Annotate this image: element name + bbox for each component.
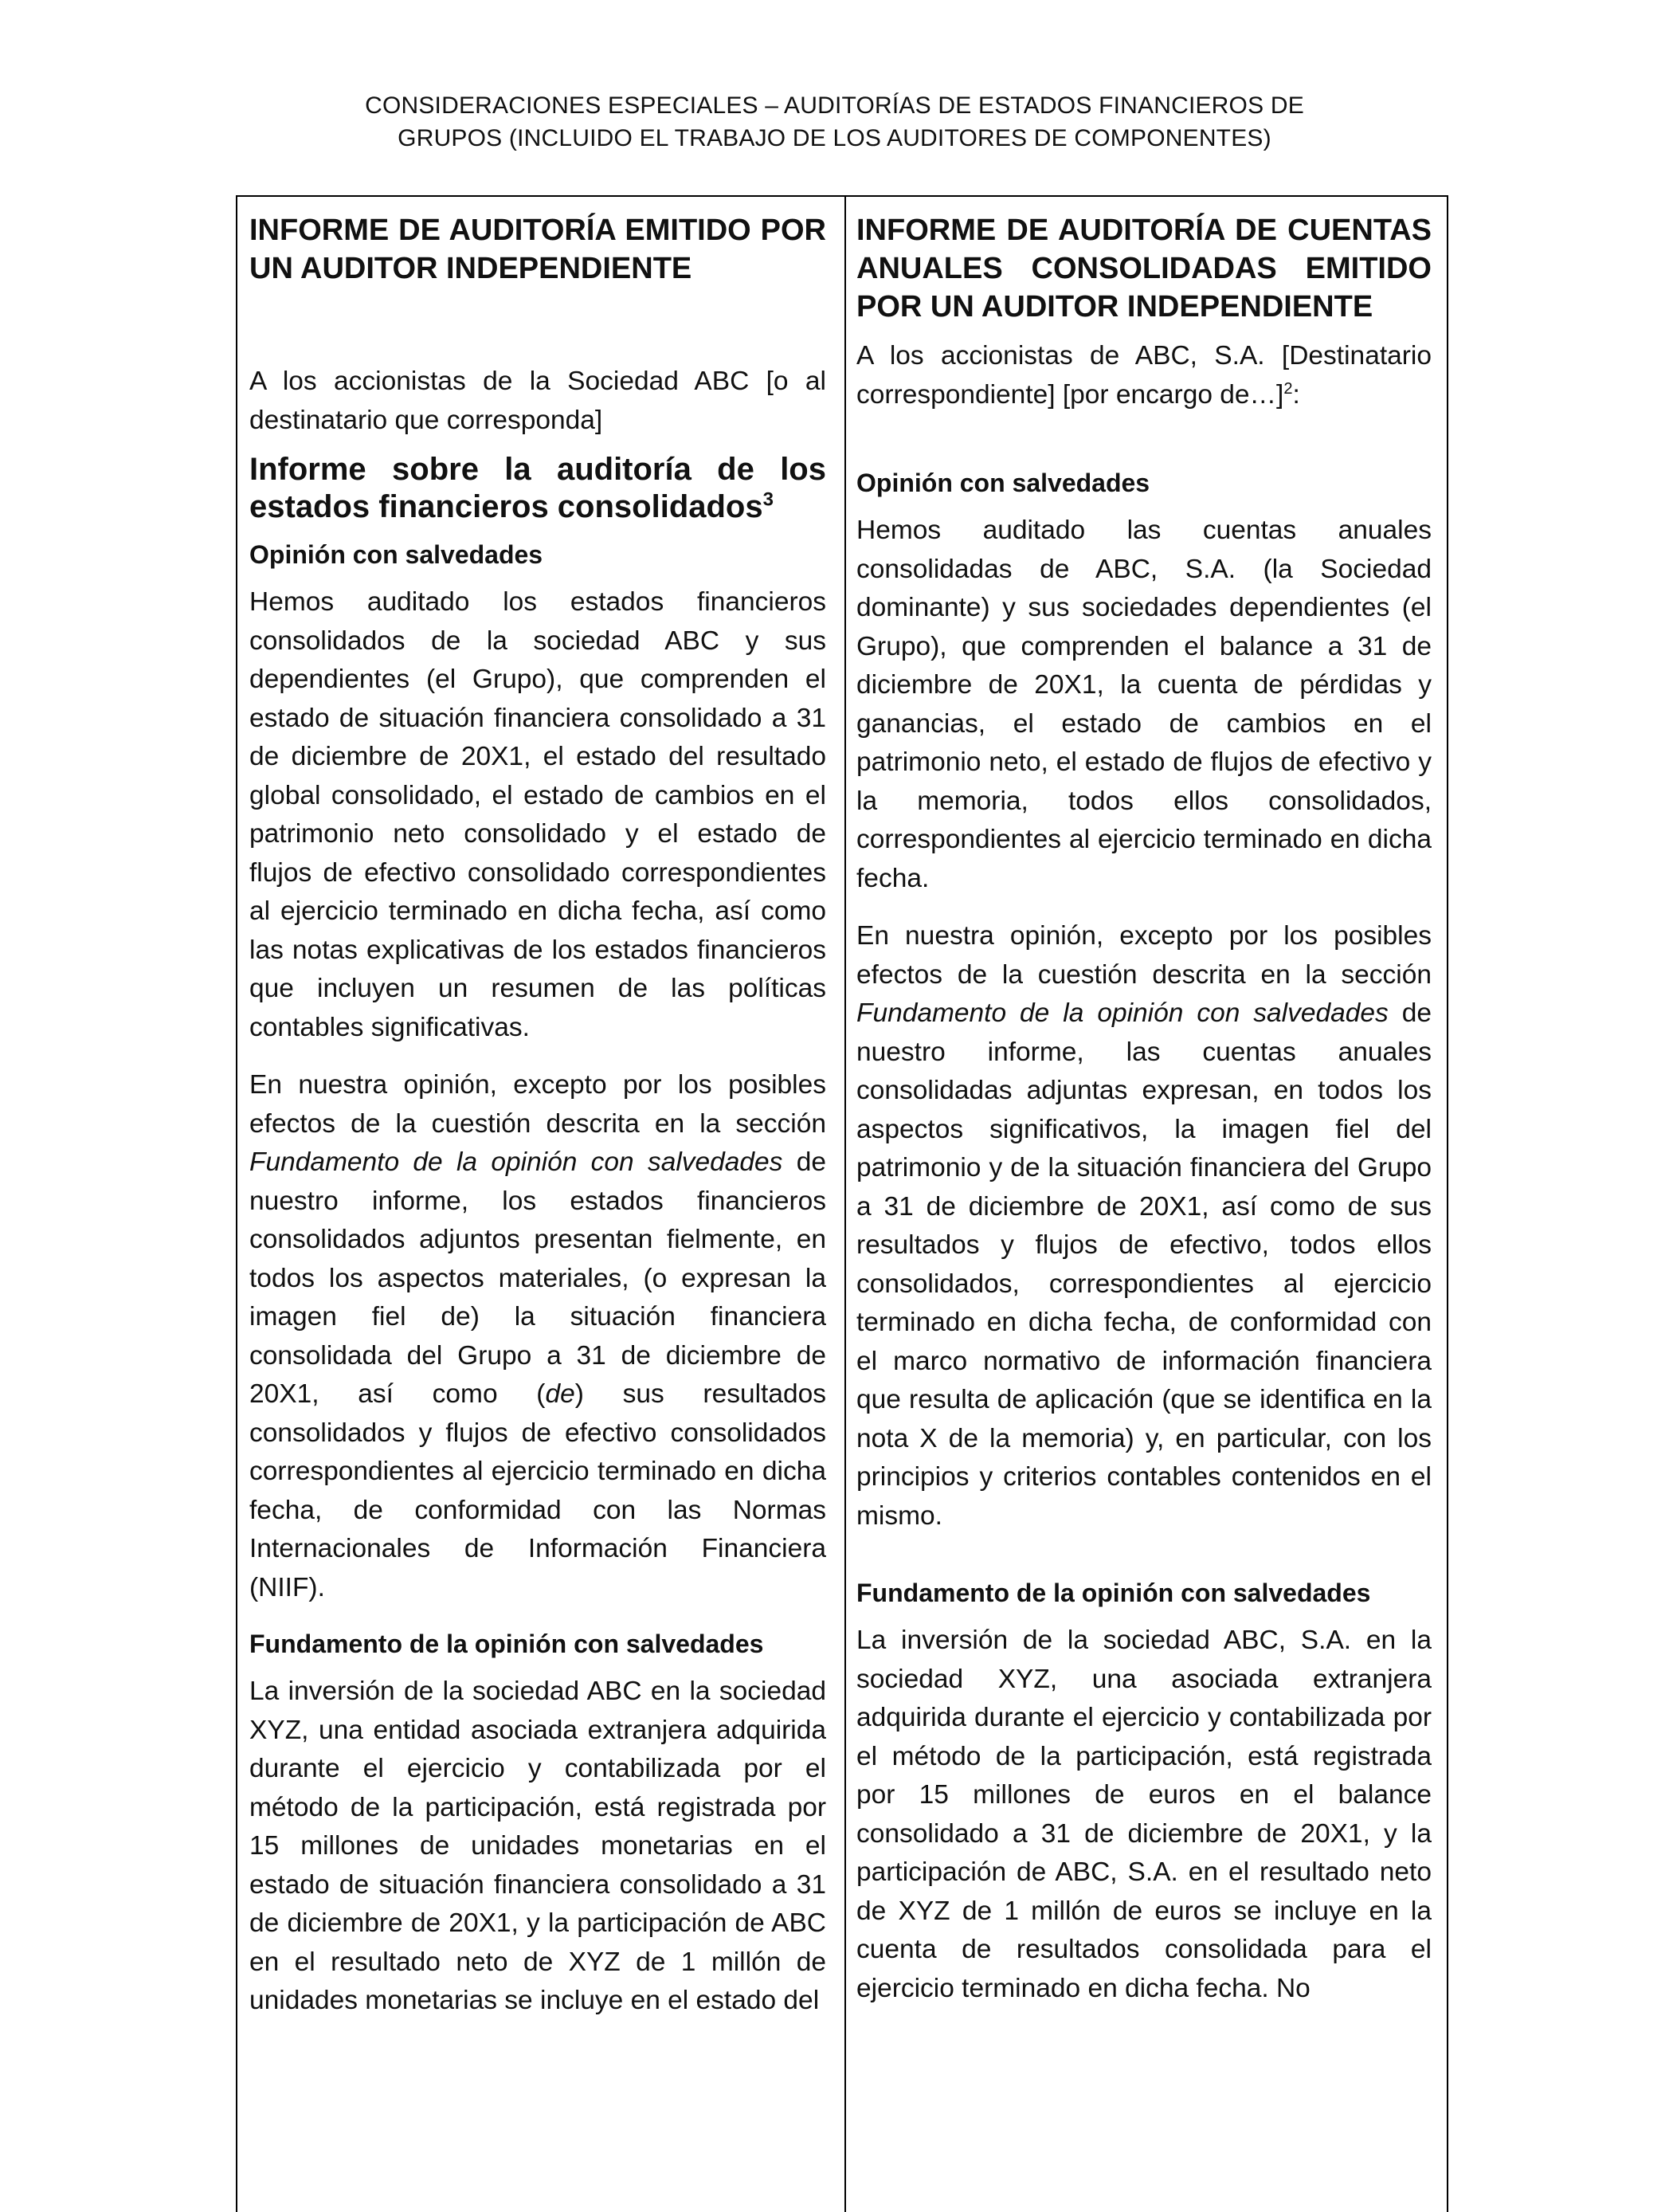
- left-basis-heading: Fundamento de la opinión con salvedades: [249, 1630, 764, 1658]
- right-opinion-p2-text-a: En nuestra opinión, excepto por los posibles efectos de la cuestión descrita en la sección: [856, 921, 1432, 990]
- right-opinion-heading: Opinión con salvedades: [856, 469, 1150, 497]
- right-addressee-end: :: [1292, 379, 1300, 410]
- right-addressee-text: A los accionistas de ABC, S.A. [Destinatario correspondiente] [por encargo de…]: [856, 341, 1432, 410]
- left-opinion-p2-text-b: de nuestro informe, los estados financieros consolidados adjuntos presentan fielmente, en todos los aspectos materiales, (o expresan la imagen fiel de) la situación financiera consolidada del Grupo a 31 de diciembre de 20X1, así como (: [249, 1147, 826, 1409]
- left-section-title-text: Informe sobre la auditoría de los estados financieros consolidados: [249, 452, 826, 524]
- left-opinion-paragraph-1: Hemos auditado los estados financieros consolidados de la sociedad ABC y sus dependientes (el Grupo), que comprenden el estado de situación financiera consolidado a 31 de diciembre de 20X1, el estado del resultado global consolidado, el estado de cambios en el patrimonio neto consolidado y el estado de flujos de efectivo consolidado correspondientes al ejercicio terminado en dicha fecha, así como las notas explicativas de los estados financieros que incluyen un resumen de las políticas contables significativas.: [249, 587, 826, 1042]
- left-opinion-paragraph-2: [249, 1066, 826, 1607]
- left-report-title: INFORME DE AUDITORÍA EMITIDO POR UN AUDITOR INDEPENDIENTE: [249, 214, 826, 285]
- left-column: [249, 211, 826, 2021]
- page-header: [0, 89, 1669, 155]
- left-opinion-p2-text-c: ) sus resultados consolidados y flujos de efectivo consolidados correspondientes al ejercicio terminado en dicha fecha, de conformidad con las Normas Internacionales de Información Financiera (NIIF).: [249, 1379, 826, 1602]
- right-opinion-p2-italic: Fundamento de la opinión con salvedades: [856, 998, 1389, 1028]
- column-divider: [844, 195, 846, 2212]
- left-opinion-heading: Opinión con salvedades: [249, 540, 543, 569]
- right-report-title: INFORME DE AUDITORÍA DE CUENTAS ANUALES CONSOLIDADAS EMITIDO POR UN AUDITOR INDEPENDIENTE: [856, 214, 1432, 324]
- footnote-ref-3: 3: [762, 488, 774, 511]
- right-opinion-p2-text-b: de nuestro informe, las cuentas anuales consolidadas adjuntas expresan, en todos los aspectos significativos, la imagen fiel del patrimonio y de la situación financiera del Grupo a 31 de diciembre de 20X1, así como de sus resultados y flujos de efectivo, todos ellos consolidados, correspondientes al ejercicio terminado en dicha fecha, de conformidad con el marco normativo de información financiera que resulta de aplicación (que se identifica en la nota X de la memoria) y, en particular, con los principios y criterios contables contenidos en el mismo.: [856, 998, 1432, 1531]
- header-line-2: GRUPOS (INCLUIDO EL TRABAJO DE LOS AUDITORES DE COMPONENTES): [398, 125, 1271, 151]
- left-basis-paragraph: La inversión de la sociedad ABC en la sociedad XYZ, una entidad asociada extranjera adquirida durante el ejercicio y contabilizada por el método de la participación, está registrada por 15 millones de unidades monetarias en el estado de situación financiera consolidado a 31 de diciembre de 20X1, y la participación de ABC en el resultado neto de XYZ de 1 millón de unidades monetarias se incluye en el estado del: [249, 1677, 826, 2015]
- right-basis-heading: Fundamento de la opinión con salvedades: [856, 1579, 1371, 1607]
- left-addressee: A los accionistas de la Sociedad ABC [o al destinatario que corresponda]: [249, 367, 826, 435]
- left-opinion-p2-text-a: En nuestra opinión, excepto por los posibles efectos de la cuestión descrita en la sección: [249, 1070, 826, 1139]
- footnote-ref-2: 2: [1283, 379, 1293, 398]
- left-opinion-p2-italic: Fundamento de la opinión con salvedades: [249, 1147, 783, 1177]
- left-section-title: [249, 451, 826, 526]
- right-basis-paragraph: La inversión de la sociedad ABC, S.A. en la sociedad XYZ, una asociada extranjera adquirida durante el ejercicio y contabilizada por el método de la participación, está registrada por 15 millones de euros en el balance consolidado a 31 de diciembre de 20X1, y la participación de ABC, S.A. en el resultado neto de XYZ de 1 millón de euros se incluye en la cuenta de resultados consolidada para el ejercicio terminado en dicha fecha. No: [856, 1626, 1432, 2003]
- left-opinion-p2-de: de: [545, 1379, 575, 1409]
- header-line-1: CONSIDERACIONES ESPECIALES – AUDITORÍAS DE ESTADOS FINANCIEROS DE: [365, 92, 1304, 119]
- right-opinion-paragraph-1: Hemos auditado las cuentas anuales consolidadas de ABC, S.A. (la Sociedad dominante) y sus sociedades dependientes (el Grupo), que comprenden el balance a 31 de diciembre de 20X1, la cuenta de pérdidas y ganancias, el estado de cambios en el patrimonio neto, el estado de flujos de efectivo y la memoria, todos ellos consolidados, correspondientes al ejercicio terminado en dicha fecha.: [856, 516, 1432, 893]
- right-column: [856, 211, 1432, 2008]
- right-addressee: [856, 337, 1432, 414]
- right-opinion-paragraph-2: [856, 917, 1432, 1535]
